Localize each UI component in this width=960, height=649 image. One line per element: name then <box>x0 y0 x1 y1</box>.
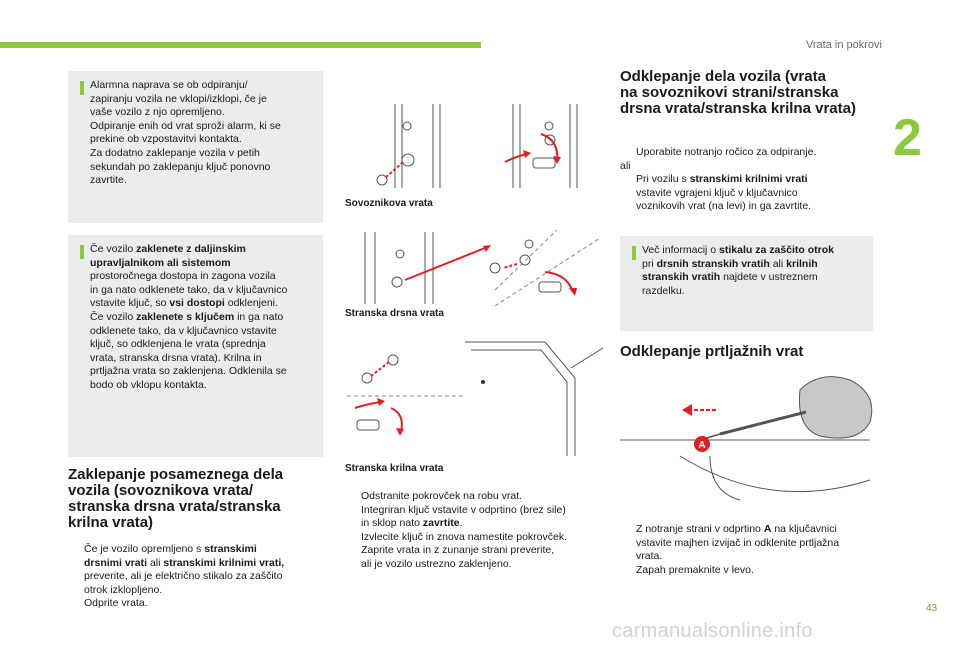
tailgate-illustration <box>620 372 880 507</box>
figure-caption: Sovoznikova vrata <box>345 198 433 209</box>
page-number: 43 <box>926 603 938 614</box>
or-text: ali <box>620 159 631 172</box>
list-item: Odstranite pokrovček na robu vrat. <box>361 490 523 502</box>
child-lock-info-box: Več informacij o stikalu za zaščito otrok pri drsnih stranskih vratih ali krilnih stranskih vratih najdete v ustreznem razdelku. <box>620 236 873 331</box>
list-item: Zaprite vrata in z zunanje strani preverite, ali je vozilo ustrezno zaklenjeno. <box>361 544 555 570</box>
info-text: upravljalnikom ali sistemom <box>90 256 231 269</box>
figure-caption: Stranska drsna vrata <box>345 308 444 319</box>
info-text: ključ, so odklenjena le vrata (sprednja <box>90 338 266 351</box>
info-text: vstavite ključ, so <box>90 297 170 310</box>
section-heading-unlock: Odklepanje dela vozila (vrata na sovoznikovi strani/stranska drsna vrata/stranska krilna vrata) <box>620 68 856 117</box>
list-item: Integriran ključ vstavite v odprtino (brez sile) in sklop nato zavrtite. <box>361 503 566 530</box>
list-item: Uporabite notranjo ročico za odpiranje. <box>636 146 817 158</box>
info-text: odklenete tako, da v ključavnico vstavite <box>90 324 277 337</box>
list-item: Pri vozilu s stranskimi krilnimi vrati vstavite vgrajeni ključ v ključavnico voznikovih vrat (na levi) in ga zavrtite. <box>636 173 812 213</box>
info-line: prekine ob vzpostavitvi kontakta. <box>90 133 242 146</box>
info-line: Odpiranje enih od vrat sproži alarm, ki se <box>90 119 281 132</box>
middle-steps <box>345 490 610 572</box>
unlock-steps <box>620 146 880 214</box>
lock-steps <box>68 543 328 611</box>
info-text: Če vozilo <box>90 310 137 323</box>
info-text: zaklenete s ključem <box>136 310 235 323</box>
watermark: carmanualsonline.info <box>612 620 813 642</box>
figure-caption: Stranska krilna vrata <box>345 463 444 474</box>
list-item: Izvlecite ključ in znova namestite pokrovček. <box>361 530 568 543</box>
section-heading-lock: Zaklepanje posameznega dela vozila (sovoznikova vrata/ stranska drsna vrata/stranska krilna vrata) <box>68 466 284 531</box>
header-accent-bar <box>0 42 481 48</box>
info-text: in ga nato odklenete tako, da v ključavnico <box>90 283 288 296</box>
info-text: zaklenete z daljinskim <box>136 243 246 255</box>
info-text: vrata, stranska drsna vrata). Krilna in <box>90 351 262 364</box>
list-item: Če je vozilo opremljeno s stranskimi drsnimi vrati ali stranskimi krilnimi vrati, preverite, ali je električno stikalo za zaščito otrok izklopljeno. <box>84 543 285 596</box>
lock-info-box <box>68 235 323 457</box>
info-text: odklenjeni. <box>224 297 278 310</box>
info-text: in ga nato <box>234 310 284 323</box>
info-marker <box>80 245 84 259</box>
list-item: Zapah premaknite v levo. <box>636 563 754 576</box>
info-line: zapiranju vozila ne vklopi/izklopi, če je <box>90 92 267 105</box>
info-line: Alarmna naprava se ob odpiranju/ <box>90 79 248 91</box>
tailgate-steps <box>620 523 885 577</box>
section-heading-tailgate: Odklepanje prtljažnih vrat <box>620 343 804 360</box>
sliding-door-illustration <box>345 228 605 308</box>
info-line: zavrtite. <box>90 174 127 187</box>
info-line: vaše vozilo z njo opremljeno. <box>90 106 225 119</box>
figure-label-a: A <box>698 440 706 451</box>
info-text: vsi dostopi <box>169 297 225 310</box>
info-marker <box>80 81 84 95</box>
info-text: bodo ob vklopu kontakta. <box>90 378 207 391</box>
chapter-number: 2 <box>893 109 922 167</box>
info-line: Za dodatno zaklepanje vozila v petih <box>90 146 260 159</box>
info-text: Če vozilo <box>90 243 137 255</box>
list-item: Z notranje strani v odprtino A na ključavnici vstavite majhen izvijač in odklenite prtljažna vrata. <box>636 523 840 563</box>
info-text: prtljažna vrata so zaklenjena. Odklenila se <box>90 365 287 378</box>
alarm-info-box <box>68 71 323 223</box>
wing-door-illustration <box>345 338 605 458</box>
info-text: prostoročnega dostopa in zagona vozila <box>90 270 276 283</box>
info-line: sekundah po zaklepanju ključ ponovno <box>90 160 271 173</box>
passenger-door-illustration <box>345 100 605 195</box>
list-item: Odprite vrata. <box>84 597 148 610</box>
info-marker <box>632 246 636 260</box>
section-title: Vrata in pokrovi <box>805 39 882 51</box>
